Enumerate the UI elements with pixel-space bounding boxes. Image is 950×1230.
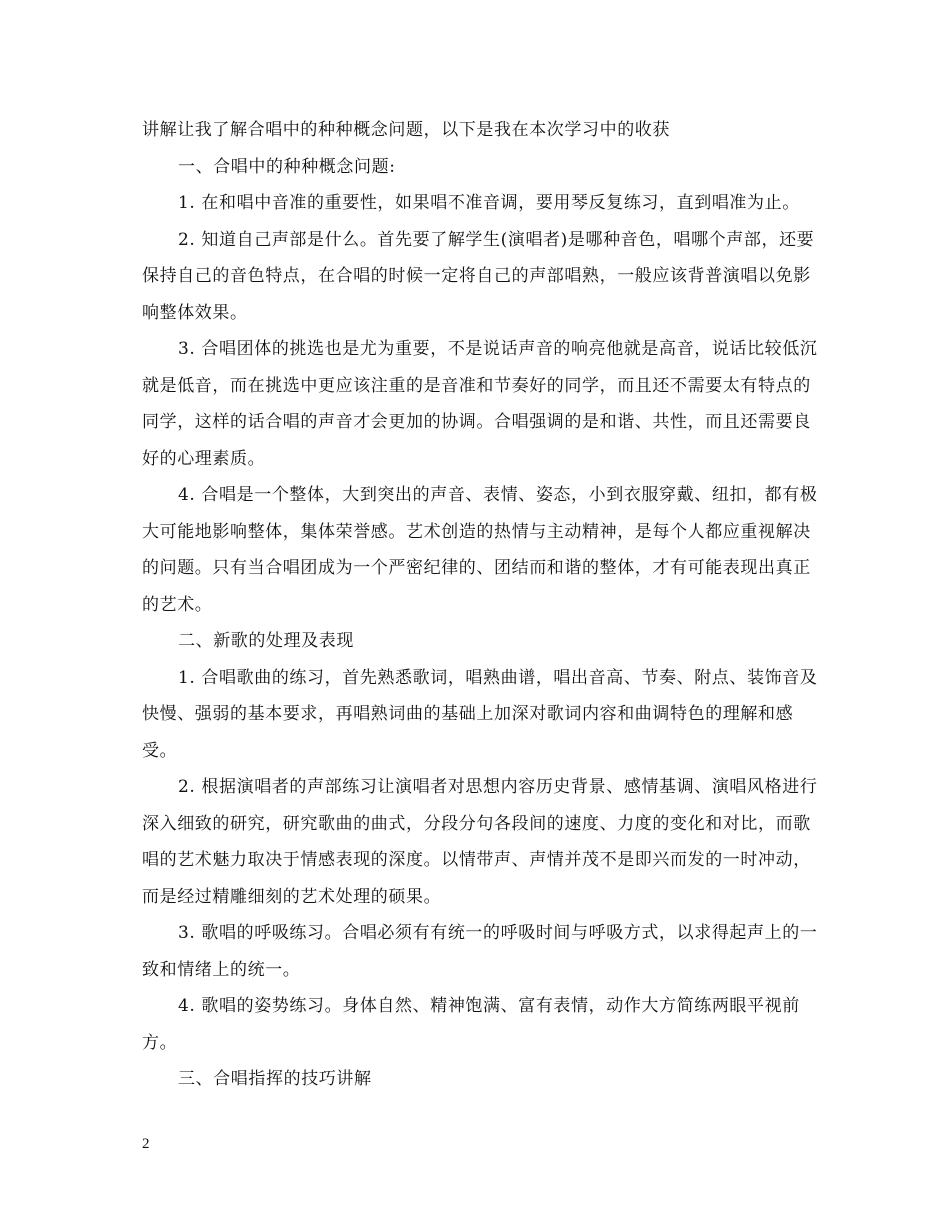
paragraph-new-songs-3: 3. 歌唱的呼吸练习。合唱必须有有统一的呼吸时间与呼吸方式，以求得起声上的一致和情绪上的统一。 bbox=[142, 923, 818, 980]
section-heading-new-songs: 二、新歌的处理及表现 bbox=[178, 631, 354, 651]
paragraph-new-songs-2: 2. 根据演唱者的声部练习让演唱者对思想内容历史背景、感情基调、演唱风格进行深入细致的研究，研究歌曲的曲式，分段分句各段间的速度、力度的变化和对比，而歌唱的艺术魅力取决于情感表现的深度。以情带声、声情并茂不是即兴而发的一时冲动，而是经过精雕细刻的艺术处理的硕果。 bbox=[142, 777, 818, 907]
paragraph-concepts-3: 3. 合唱团体的挑选也是尤为重要，不是说话声音的响亮他就是高音，说话比较低沉就是低音，而在挑选中更应该注重的是音准和节奏好的同学，而且还不需要太有特点的同学，这样的话合唱的声音才会更加的协调。合唱强调的是和谐、共性，而且还需要良好的心理素质。 bbox=[142, 339, 818, 469]
document-body bbox=[142, 112, 818, 1098]
paragraph-concepts-1: 1. 在和唱中音准的重要性，如果唱不准音调，要用琴反复练习，直到唱准为止。 bbox=[178, 193, 800, 213]
section-heading-conducting: 三、合唱指挥的技巧讲解 bbox=[178, 1069, 372, 1089]
paragraph-intro: 讲解让我了解合唱中的种种概念问题，以下是我在本次学习中的收获 bbox=[142, 120, 670, 140]
page-number: 2 bbox=[142, 1136, 150, 1152]
paragraph-concepts-2: 2. 知道自己声部是什么。首先要了解学生(演唱者)是哪种音色，唱哪个声部，还要保持自己的音色特点，在合唱的时候一定将自己的声部唱熟，一般应该背普演唱以免影响整体效果。 bbox=[142, 229, 815, 323]
paragraph-concepts-4: 4. 合唱是一个整体，大到突出的声音、表情、姿态，小到衣服穿戴、纽扣，都有极大可能地影响整体，集体荣誉感。艺术创造的热情与主动精神，是每个人都应重视解决的问题。只有当合唱团成为一个严密纪律的、团结而和谐的整体，才有可能表现出真正的艺术。 bbox=[142, 485, 818, 615]
paragraph-new-songs-4: 4. 歌唱的姿势练习。身体自然、精神饱满、富有表情，动作大方简练两眼平视前方。 bbox=[142, 996, 800, 1053]
paragraph-new-songs-1: 1. 合唱歌曲的练习，首先熟悉歌词，唱熟曲谱，唱出音高、节奏、附点、装饰音及快慢、强弱的基本要求，再唱熟词曲的基础上加深对歌词内容和曲调特色的理解和感受。 bbox=[142, 667, 818, 761]
section-heading-concepts: 一、合唱中的种种概念问题: bbox=[178, 156, 396, 177]
